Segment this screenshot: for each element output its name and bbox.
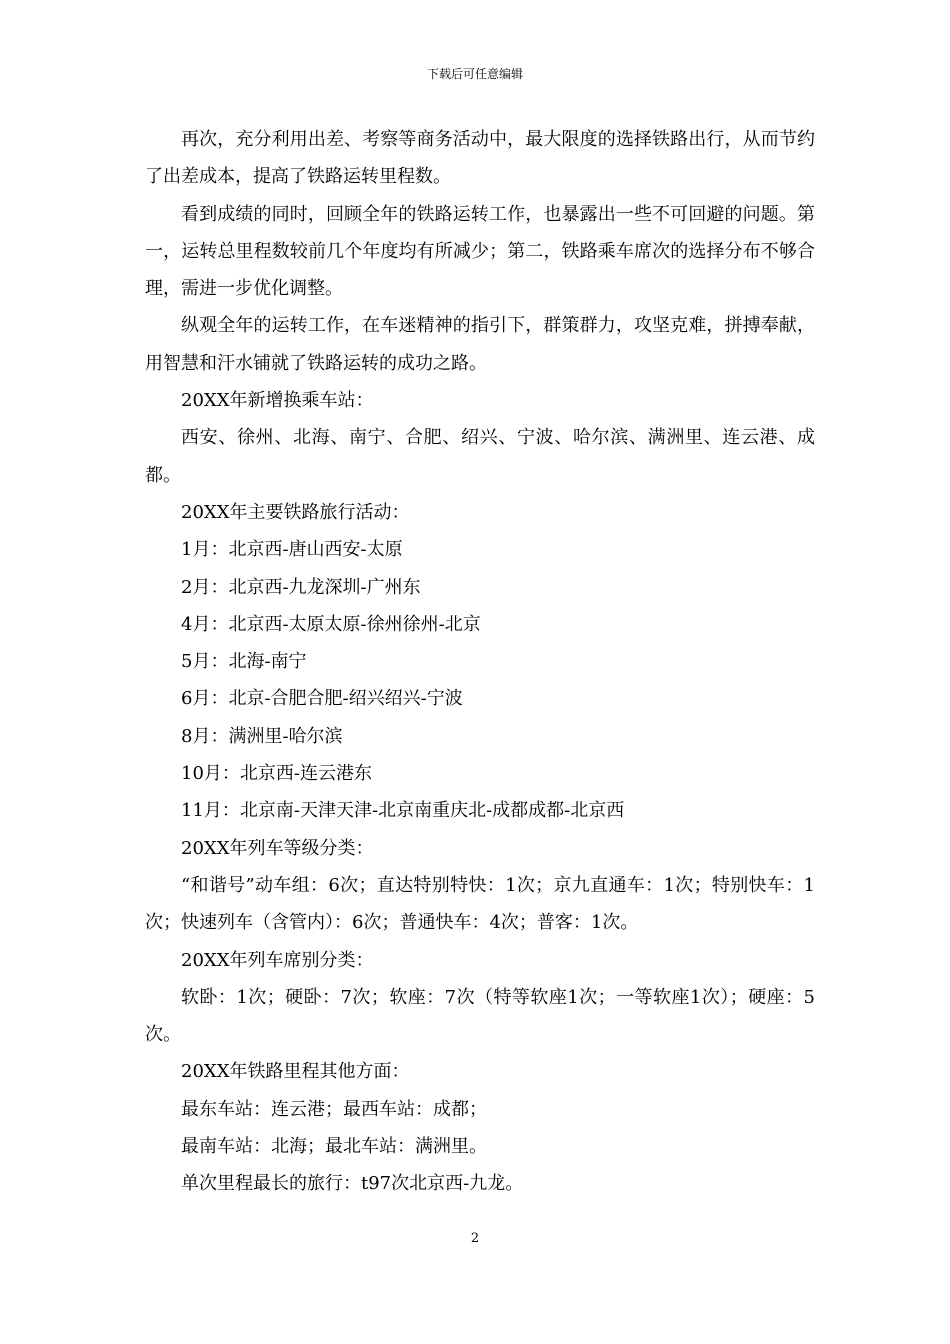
heading-other-mileage: 20XX年铁路里程其他方面：: [181, 1061, 410, 1083]
trip-april: 4月：北京西-太原太原-徐州徐州-北京: [181, 613, 481, 635]
heading-train-class: 20XX年列车等级分类：: [181, 837, 374, 859]
trip-october: 10月：北京西-连云港东: [181, 763, 372, 785]
paragraph-east-west: 最东车站：连云港；最西车站：成都；: [181, 1098, 487, 1120]
page-number: 2: [470, 1231, 480, 1246]
paragraph-summary: 纵观全年的运转工作，在车迷精神的指引下，群策群力，攻坚克难，拼搏奉献，用智慧和汗水铺就了铁路运转的成功之路。: [145, 315, 815, 374]
paragraph-train-class: “和谐号”动车组：6次；直达特别特快：1次；京九直通车：1次；特别快车：1次；快速列车（含管内）：6次；普通快车：4次；普客：1次。: [145, 874, 815, 934]
trip-june: 6月：北京-合肥合肥-绍兴绍兴-宁波: [181, 688, 463, 710]
trip-november: 11月：北京南-天津天津-北京南重庆北-成都成都-北京西: [181, 800, 625, 822]
paragraph-station-list: 西安、徐州、北海、南宁、合肥、绍兴、宁波、哈尔滨、满洲里、连云港、成都。: [145, 427, 815, 486]
heading-seat-class: 20XX年列车席别分类：: [181, 949, 374, 971]
trip-january: 1月：北京西-唐山西安-太原: [181, 539, 403, 561]
heading-new-stations: 20XX年新增换乘车站：: [181, 390, 374, 412]
page-header: 下载后可任意编辑: [426, 67, 523, 81]
paragraph-longest-trip: 单次里程最长的旅行：t97次北京西-九龙。: [181, 1173, 524, 1195]
paragraph-seat-class: 软卧：1次；硬卧：7次；软座：7次（特等软座1次；一等软座1次）；硬座：5次。: [145, 986, 815, 1046]
trip-may: 5月：北海-南宁: [181, 651, 307, 673]
paragraph-south-north: 最南车站：北海；最北车站：满洲里。: [181, 1136, 487, 1158]
trip-february: 2月：北京西-九龙深圳-广州东: [181, 576, 421, 598]
document-body: [145, 121, 815, 1203]
heading-main-trips: 20XX年主要铁路旅行活动：: [181, 501, 410, 523]
trip-august: 8月：满洲里-哈尔滨: [181, 725, 343, 747]
paragraph-problems: 看到成绩的同时，回顾全年的铁路运转工作，也暴露出一些不可回避的问题。第一，运转总里程数较前几个年度均有所减少；第二，铁路乘车席次的选择分布不够合理，需进一步优化调整。: [145, 203, 815, 300]
paragraph-business-travel: 再次，充分利用出差、考察等商务活动中，最大限度的选择铁路出行，从而节约了出差成本，提高了铁路运转里程数。: [145, 129, 815, 188]
